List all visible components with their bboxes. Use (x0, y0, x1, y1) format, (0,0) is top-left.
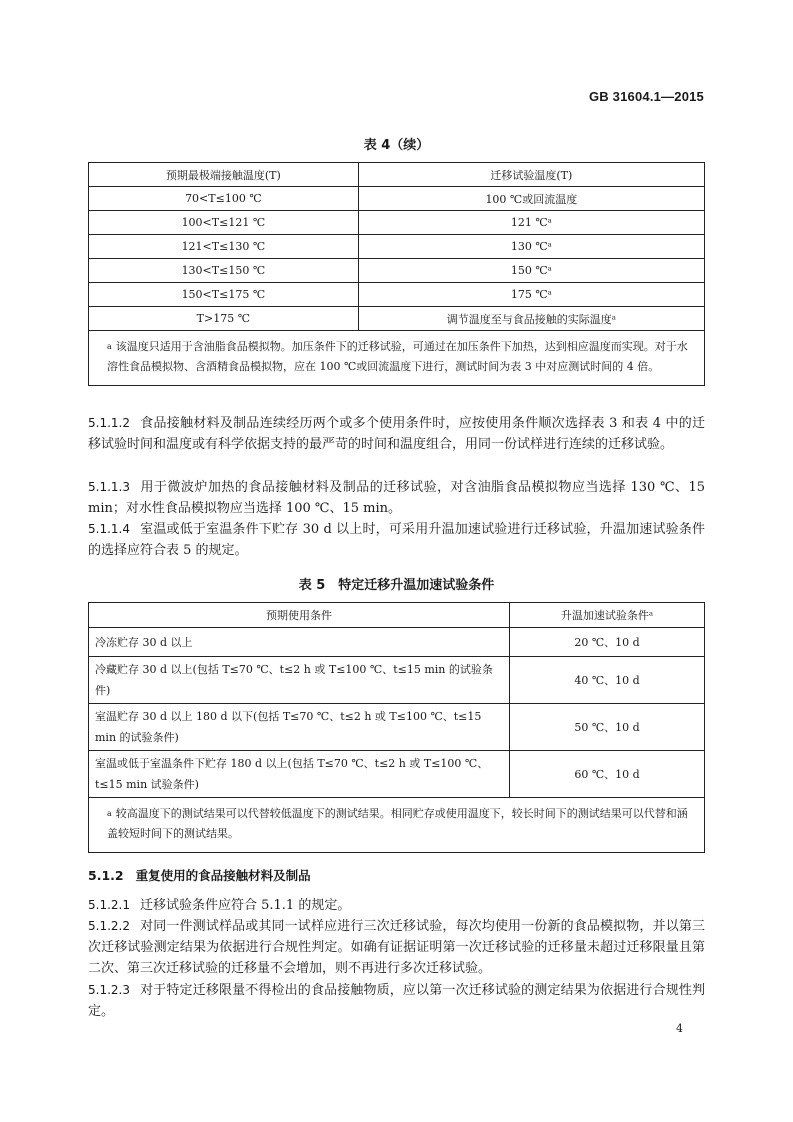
table4-cell: 100<T≤121 ℃ (89, 211, 359, 235)
table4-cell: 100 ℃或回流温度 (358, 187, 704, 211)
table-row (89, 657, 705, 704)
table5-note-row (89, 798, 705, 853)
table4-cell: 121<T≤130 ℃ (89, 235, 359, 259)
table4-footnote (89, 331, 705, 386)
paragraph-text: 对同一件测试样品或其同一试样应进行三次迁移试验，每次均使用一份新的食品模拟物，并以第三次迁移试验测定结果为依据进行合规性判定。如确有证据证明第一次迁移试验的迁移量未超过迁移限量且第二次、第三次迁移试验的迁移量不会增加，则不再进行多次迁移试验。 (88, 919, 705, 976)
table4-cell: 150<T≤175 ℃ (89, 283, 359, 307)
table5-footnote (89, 798, 705, 853)
table-row (89, 187, 705, 211)
paragraph-text: 食品接触材料及制品连续经历两个或多个使用条件时，应按使用条件顺次选择表 3 和表 4 中的迁移试验时间和温度或有科学依据支持的最严苛的时间和温度组合，用同一份试样进行连续的迁移试验。 (88, 416, 705, 452)
paragraph-5-1-2-1 (88, 895, 705, 916)
table5-col2-header: 升温加速试验条件ᵃ (510, 603, 705, 628)
document-code: GB 31604.1—2015 (588, 89, 704, 104)
table-row (89, 259, 705, 283)
paragraph-5-1-1-2 (88, 413, 705, 455)
table4-cell: 150 ℃ᵃ (358, 259, 704, 283)
paragraph-5-1-2-2 (88, 916, 705, 979)
paragraph-text: 对于特定迁移限量不得检出的食品接触物质，应以第一次迁移试验的测定结果为依据进行合规性判定。 (88, 983, 705, 1019)
paragraph-5-1-1-4 (88, 519, 705, 561)
table4-cell: 70<T≤100 ℃ (89, 187, 359, 211)
clause-number: 5.1.2.2 (88, 919, 130, 933)
table5-cell: 室温贮存 30 d 以上 180 d 以下(包括 T≤70 ℃、t≤2 h 或 T≤100 ℃、t≤15 min 的试验条件) (89, 704, 510, 751)
footnote-marker: a (107, 809, 112, 818)
table4-cell: 175 ℃ᵃ (358, 283, 704, 307)
clause-number: 5.1.1.3 (88, 480, 130, 494)
paragraph-5-1-1-3 (88, 477, 705, 519)
footnote-text: 较高温度下的测试结果可以代替较低温度下的测试结果。相同贮存或使用温度下，较长时间下的测试结果可以代替和涵盖较短时间下的测试结果。 (107, 807, 688, 840)
table-row (89, 751, 705, 798)
table-row (89, 283, 705, 307)
page-number: 4 (676, 1022, 683, 1035)
table-row (89, 235, 705, 259)
clause-number: 5.1.1.2 (88, 416, 130, 430)
table-row (89, 211, 705, 235)
table5-cell: 室温或低于室温条件下贮存 180 d 以上(包括 T≤70 ℃、t≤2 h 或 T≤100 ℃、t≤15 min 试验条件) (89, 751, 510, 798)
table5-cell: 冷冻贮存 30 d 以上 (89, 628, 510, 657)
table4-header-row (89, 163, 705, 187)
table5-caption: 表 5 特定迁移升温加速试验条件 (298, 578, 495, 593)
table-row (89, 628, 705, 657)
section-title: 重复使用的食品接触材料及制品 (135, 868, 311, 883)
table4-cell: 调节温度至与食品接触的实际温度ᵃ (358, 307, 704, 331)
table4-caption: 表 4（续） (363, 138, 430, 153)
table5-cell: 40 ℃、10 d (510, 657, 705, 704)
table-row (89, 704, 705, 751)
table4-cell: 121 ℃ᵃ (358, 211, 704, 235)
table4-cell: T>175 ℃ (89, 307, 359, 331)
table5-header-row (89, 603, 705, 628)
section-number: 5.1.2 (88, 868, 124, 883)
table5 (88, 602, 705, 853)
table4-col2-header: 迁移试验温度(T) (358, 163, 704, 187)
paragraph-text: 迁移试验条件应符合 5.1.1 的规定。 (139, 898, 351, 913)
clause-number: 5.1.2.3 (88, 983, 130, 997)
table-row (89, 307, 705, 331)
table5-cell: 冷藏贮存 30 d 以上(包括 T≤70 ℃、t≤2 h 或 T≤100 ℃、t≤15 min 的试验条件) (89, 657, 510, 704)
section-heading-5-1-2 (88, 866, 311, 884)
paragraph-text: 室温或低于室温条件下贮存 30 d 以上时，可采用升温加速试验进行迁移试验，升温加速试验条件的选择应符合表 5 的规定。 (88, 522, 705, 558)
table4 (88, 162, 705, 386)
table4-cell: 130<T≤150 ℃ (89, 259, 359, 283)
paragraph-5-1-2-3 (88, 980, 705, 1022)
table4-note-row (89, 331, 705, 386)
clause-number: 5.1.2.1 (88, 898, 130, 912)
table4-col1-header: 预期最极端接触温度(T) (89, 163, 359, 187)
table5-cell: 60 ℃、10 d (510, 751, 705, 798)
table5-cell: 20 ℃、10 d (510, 628, 705, 657)
table4-cell: 130 ℃ᵃ (358, 235, 704, 259)
table5-cell: 50 ℃、10 d (510, 704, 705, 751)
footnote-text: 该温度只适用于含油脂食品模拟物。加压条件下的迁移试验，可通过在加压条件下加热，达到相应温度而实现。对于水溶性食品模拟物、含酒精食品模拟物，应在 100 ℃或回流温度下进行，测试时间为表 3 中对应测试时间的 4 倍。 (107, 340, 688, 373)
table5-col1-header: 预期使用条件 (89, 603, 510, 628)
footnote-marker: a (107, 342, 112, 351)
paragraph-text: 用于微波炉加热的食品接触材料及制品的迁移试验，对含油脂食品模拟物应当选择 130 ℃、15 min；对水性食品模拟物应当选择 100 ℃、15 min。 (88, 480, 705, 516)
clause-number: 5.1.1.4 (88, 522, 130, 536)
